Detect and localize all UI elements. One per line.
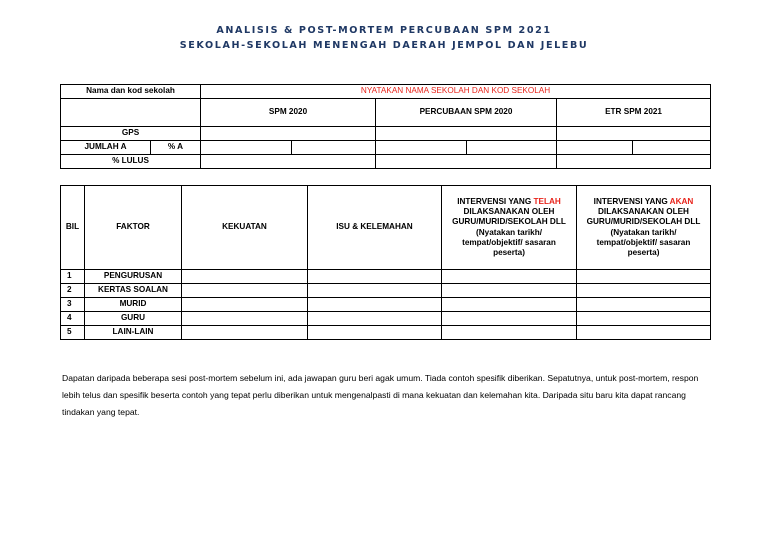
intervensi-line: GURU/MURID/SEKOLAH DLL — [452, 217, 566, 227]
kekuatan-cell[interactable] — [182, 298, 308, 312]
jumlah-a-etr-cell[interactable] — [557, 141, 633, 155]
factor-label: LAIN-LAIN — [85, 326, 182, 340]
intervensi-line: DILAKSANAKAN OLEH — [598, 207, 689, 216]
col-header-etr: ETR SPM 2021 — [557, 99, 711, 127]
row-number: 2 — [61, 284, 85, 298]
gps-percubaan-cell[interactable] — [376, 127, 557, 141]
blank-header-cell — [61, 99, 201, 127]
intervensi-telah-cell[interactable] — [442, 270, 577, 284]
intervensi-line: (Nyatakan tarikh/ — [610, 227, 677, 237]
table-row — [61, 312, 711, 326]
notes-paragraph: Dapatan daripada beberapa sesi post-mortem sebelum ini, ada jawapan guru beri agak umum. Tiada contoh spesifik diberikan. Sepatutnya, untuk post-mortem, respon lebih telus dan spesifik beserta contoh yang tepat perlu diberikan untuk mengenalpasti di mana kekuatan dan kelemahan kita. Daripada situ baru kita dapat rancang tindakan yang tepat. — [62, 373, 699, 417]
kekuatan-cell[interactable] — [182, 284, 308, 298]
table-row — [61, 298, 711, 312]
document-title: ANALISIS & POST-MORTEM PERCUBAAN SPM 2021 — [216, 25, 552, 36]
percent-a-spm2020-cell[interactable] — [292, 141, 376, 155]
intervensi-akan-cell[interactable] — [577, 298, 711, 312]
header-kekuatan: KEKUATAN — [182, 186, 308, 270]
row-number: 1 — [61, 270, 85, 284]
jumlah-a-spm2020-cell[interactable] — [201, 141, 292, 155]
header-intervensi-akan — [577, 186, 711, 270]
intervensi-line: tempat/objektif/ sasaran — [462, 237, 556, 247]
header-bil: BIL — [61, 186, 85, 270]
percent-a-percubaan-cell[interactable] — [467, 141, 557, 155]
kekuatan-cell[interactable] — [182, 270, 308, 284]
percent-a-etr-cell[interactable] — [633, 141, 711, 155]
jumlah-a-percubaan-cell[interactable] — [376, 141, 467, 155]
intervensi-prefix: INTERVENSI YANG — [593, 196, 670, 206]
factor-label: MURID — [85, 298, 182, 312]
table-row — [61, 284, 711, 298]
intervensi-telah-highlight: TELAH — [533, 196, 561, 206]
intervensi-line: (Nyatakan tarikh/ — [476, 227, 542, 237]
intervensi-telah-cell[interactable] — [442, 284, 577, 298]
intervensi-akan-cell[interactable] — [577, 284, 711, 298]
row-label-gps: GPS — [61, 127, 201, 141]
isu-cell[interactable] — [308, 270, 442, 284]
intervensi-telah-cell[interactable] — [442, 312, 577, 326]
row-label-percent-a: % A — [151, 141, 201, 155]
lulus-percubaan-cell[interactable] — [376, 155, 557, 169]
isu-cell[interactable] — [308, 284, 442, 298]
row-number: 5 — [61, 326, 85, 340]
document-subtitle: SEKOLAH-SEKOLAH MENENGAH DAERAH JEMPOL DAN JELEBU — [179, 40, 589, 51]
isu-cell[interactable] — [308, 298, 442, 312]
intervensi-line: tempat/objektif/ sasaran — [596, 237, 691, 247]
intervensi-prefix: INTERVENSI YANG — [457, 196, 534, 206]
table-row — [61, 270, 711, 284]
row-label-jumlah-a: JUMLAH A — [61, 141, 151, 155]
col-header-spm2020: SPM 2020 — [201, 99, 376, 127]
header-faktor: FAKTOR — [85, 186, 182, 270]
gps-etr-cell[interactable] — [557, 127, 711, 141]
factor-analysis-table — [60, 185, 711, 340]
isu-cell[interactable] — [308, 312, 442, 326]
table-row — [61, 326, 711, 340]
row-label-lulus: % LULUS — [61, 155, 201, 169]
col-header-percubaan: PERCUBAAN SPM 2020 — [376, 99, 557, 127]
kekuatan-cell[interactable] — [182, 312, 308, 326]
factor-label: GURU — [85, 312, 182, 326]
row-number: 3 — [61, 298, 85, 312]
school-name-label: Nama dan kod sekolah — [61, 85, 201, 99]
intervensi-line: GURU/MURID/SEKOLAH DLL — [586, 217, 701, 227]
school-results-table — [60, 84, 711, 169]
intervensi-line: DILAKSANAKAN OLEH — [463, 207, 555, 216]
school-name-field[interactable]: NYATAKAN NAMA SEKOLAH DAN KOD SEKOLAH — [201, 85, 711, 99]
factor-label: KERTAS SOALAN — [85, 284, 182, 298]
intervensi-akan-cell[interactable] — [577, 312, 711, 326]
intervensi-telah-cell[interactable] — [442, 326, 577, 340]
factor-label: PENGURUSAN — [85, 270, 182, 284]
lulus-etr-cell[interactable] — [557, 155, 711, 169]
intervensi-akan-highlight: AKAN — [669, 196, 694, 206]
intervensi-akan-cell[interactable] — [577, 270, 711, 284]
gps-spm2020-cell[interactable] — [201, 127, 376, 141]
intervensi-line: peserta) — [627, 248, 660, 257]
row-number: 4 — [61, 312, 85, 326]
intervensi-line: peserta) — [493, 248, 525, 257]
isu-cell[interactable] — [308, 326, 442, 340]
intervensi-telah-cell[interactable] — [442, 298, 577, 312]
lulus-spm2020-cell[interactable] — [201, 155, 376, 169]
header-isu-kelemahan: ISU & KELEMAHAN — [308, 186, 442, 270]
kekuatan-cell[interactable] — [182, 326, 308, 340]
intervensi-akan-cell[interactable] — [577, 326, 711, 340]
header-intervensi-telah — [442, 186, 577, 270]
